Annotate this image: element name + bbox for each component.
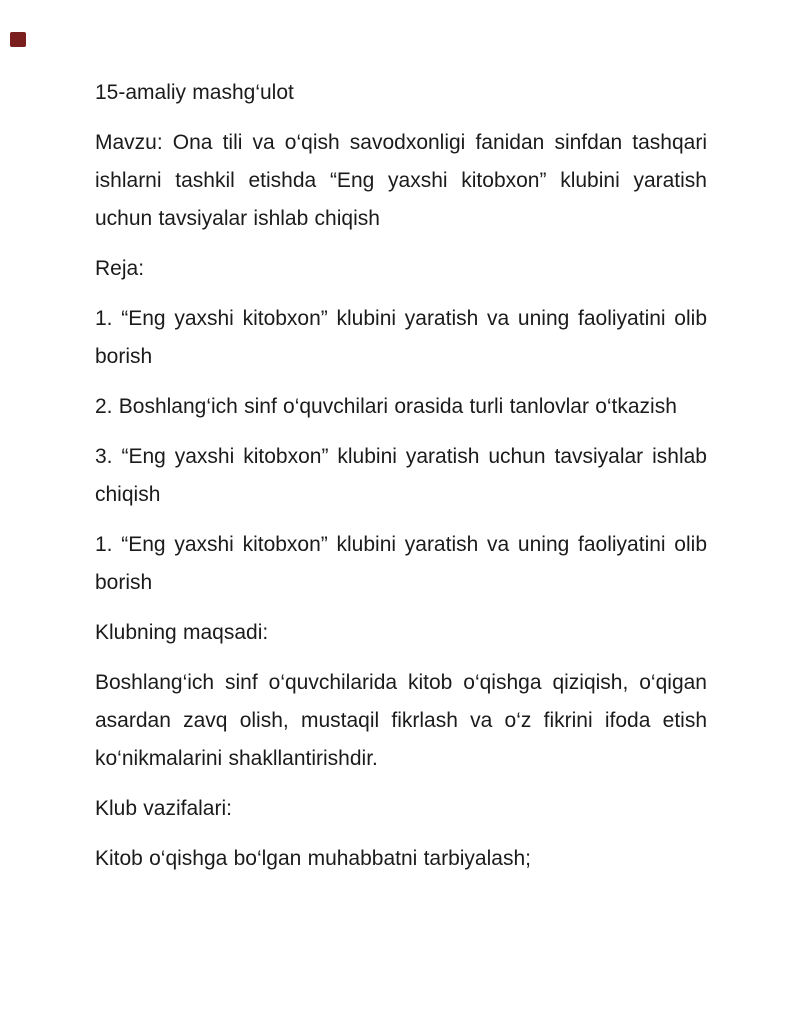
plan-item-1: 1. “Eng yaxshi kitobxon” klubini yaratish va uning faoliyatini olib borish: [95, 307, 707, 368]
plan-item-3: 3. “Eng yaxshi kitobxon” klubini yaratish uchun tavsiyalar ishlab chiqish: [95, 445, 707, 506]
plan-heading: Reja:: [95, 257, 145, 280]
club-task-item: Kitob o‘qishga bo‘lgan muhabbatni tarbiyalash;: [95, 847, 531, 870]
plan-item-2: 2. Boshlang‘ich sinf o‘quvchilari orasida turli tanlovlar o‘tkazish: [95, 395, 677, 418]
lesson-title: 15-amaliy mashg‘ulot: [95, 81, 294, 104]
document-body: [95, 74, 707, 878]
topic-paragraph: Mavzu: Ona tili va o‘qish savodxonligi fanidan sinfdan tashqari ishlarni tashkil etishda “Eng yaxshi kitobxon” klubini yaratish uchun tavsiyalar ishlab chiqish: [95, 131, 707, 230]
red-corner-marker: [10, 32, 26, 47]
club-tasks-heading: Klub vazifalari:: [95, 797, 232, 820]
club-purpose-text: Boshlang‘ich sinf o‘quvchilarida kitob o‘qishga qiziqish, o‘qigan asardan zavq olish, mustaqil fikrlash va o‘z fikrini ifoda etish ko‘nikmalarini shakllantirishdir.: [95, 671, 707, 770]
section-item-1: 1. “Eng yaxshi kitobxon” klubini yaratish va uning faoliyatini olib borish: [95, 533, 707, 594]
club-purpose-heading: Klubning maqsadi:: [95, 621, 269, 644]
